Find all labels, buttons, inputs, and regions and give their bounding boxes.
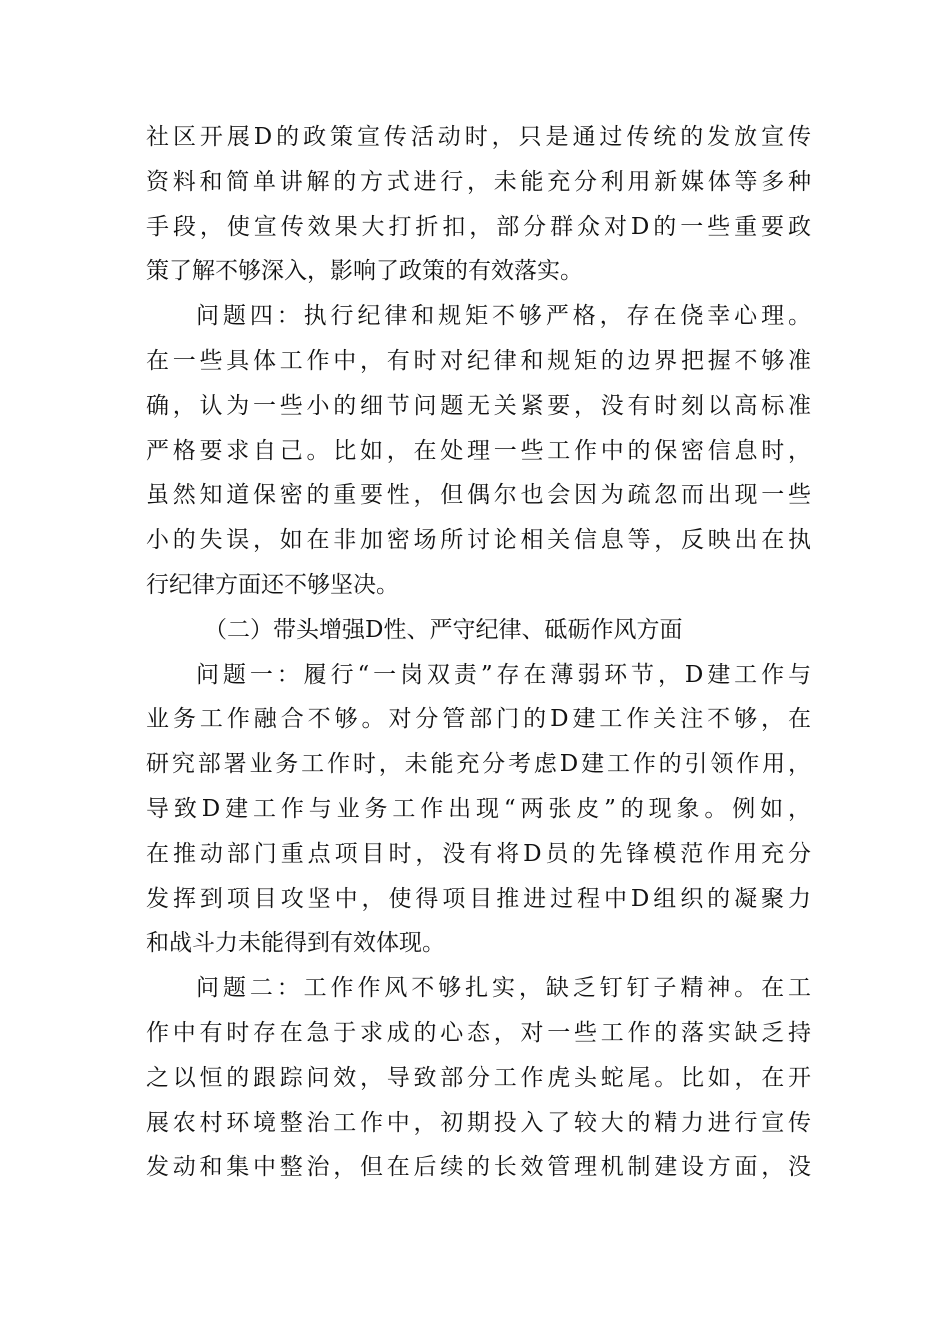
text-line: 问题一：履行“一岗双责”存在薄弱环节，D建工作与 bbox=[196, 661, 811, 688]
text-line: 发动和集中整治，但在后续的长效管理机制建设方面，没 bbox=[146, 1154, 811, 1181]
text-line: 问题二：工作作风不够扎实，缺乏钉钉子精神。在工 bbox=[196, 975, 811, 1002]
text-line: 社区开展D的政策宣传活动时，只是通过传统的发放宣传 bbox=[146, 124, 811, 150]
text-line: 展农村环境整治工作中，初期投入了较大的精力进行宣传 bbox=[146, 1109, 811, 1136]
text-line: 虽然知道保密的重要性，但偶尔也会因为疏忽而出现一些 bbox=[146, 482, 811, 509]
text-line: 小的失误，如在非加密场所讨论相关信息等，反映出在执 bbox=[146, 527, 811, 554]
text-line: 策了解不够深入，影响了政策的有效落实。 bbox=[146, 258, 583, 285]
document-body bbox=[146, 115, 811, 1190]
text-line: 导致D建工作与业务工作出现“两张皮”的现象。例如， bbox=[146, 795, 811, 822]
text-line: 确，认为一些小的细节问题无关紧要，没有时刻以高标准 bbox=[146, 392, 811, 419]
text-line: 资料和简单讲解的方式进行，未能充分利用新媒体等多种 bbox=[146, 168, 811, 195]
text-line: 行纪律方面还不够坚决。 bbox=[146, 571, 399, 598]
text-line: 研究部署业务工作时，未能充分考虑D建工作的引领作用， bbox=[146, 751, 811, 778]
text-line: 在推动部门重点项目时，没有将D员的先锋模范作用充分 bbox=[146, 840, 811, 867]
text-line: 问题四：执行纪律和规矩不够严格，存在侥幸心理。 bbox=[196, 303, 811, 330]
text-line: 业务工作融合不够。对分管部门的D建工作关注不够，在 bbox=[146, 706, 811, 733]
text-line: 和战斗力未能得到有效体现。 bbox=[146, 930, 445, 957]
text-line: 手段，使宣传效果大打折扣，部分群众对D的一些重要政 bbox=[146, 213, 811, 240]
text-line: 之以恒的跟踪问效，导致部分工作虎头蛇尾。比如，在开 bbox=[146, 1064, 811, 1091]
section-heading: （二）带头增强D性、严守纪律、砥砺作风方面 bbox=[204, 616, 683, 643]
text-line: 作中有时存在急于求成的心态，对一些工作的落实缺乏持 bbox=[146, 1019, 811, 1046]
text-line: 严格要求自己。比如，在处理一些工作中的保密信息时， bbox=[146, 437, 811, 464]
text-line: 在一些具体工作中，有时对纪律和规矩的边界把握不够准 bbox=[146, 347, 811, 374]
text-line: 发挥到项目攻坚中，使得项目推进过程中D组织的凝聚力 bbox=[146, 885, 811, 912]
